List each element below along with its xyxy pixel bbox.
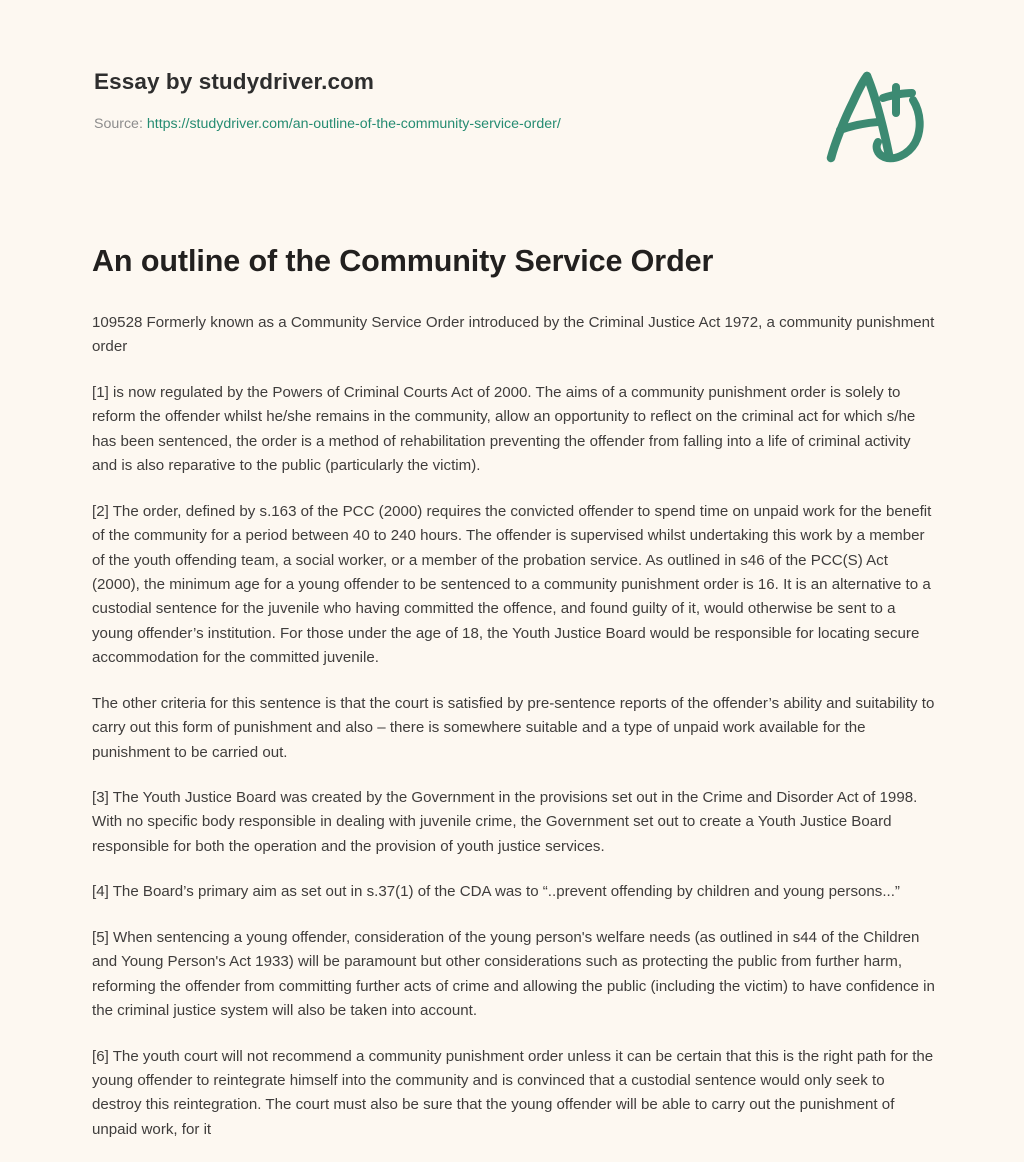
page-title: An outline of the Community Service Order [92,244,714,278]
paragraph: [2] The order, defined by s.163 of the PCC (2000) requires the convicted offender to spend time on unpaid work for the benefit of the community for a period between 40 to 240 hours. The offender is supervised whilst undertaking this work by a member of the youth offending team, a social worker, or a member of the probation service. As outlined in s46 of the PCC(S) Act (2000), the minimum age for a young offender to be sentenced to a community punishment order is 16. It is an alternative to a custodial sentence for the juvenile who having committed the offence, and found guilty of it, would otherwise be sent to a young offender’s institution. For those under the age of 18, the Youth Justice Board would be responsible for locating secure accommodation for the committed juvenile. [92,502,932,667]
source-label: Source: [94,116,143,133]
paragraph: [3] The Youth Justice Board was created by the Government in the provisions set out in the Crime and Disorder Act of 1998. With no specific body responsible in dealing with juvenile crime, the Government set out to create a Youth Justice Board responsible for both the operation and the provision of youth justice services. [92,789,918,855]
studydriver-a-plus-logo-icon [820,66,932,166]
header-text-block [94,68,794,134]
byline: Essay by studydriver.com [94,69,375,94]
page-header [0,0,1024,200]
source-url-link[interactable]: https://studydriver.com/an-outline-of-the-community-service-order/ [146,116,561,133]
paragraph: [4] The Board’s primary aim as set out in s.37(1) of the CDA was to “..prevent offending by children and young persons...” [92,883,900,901]
source-line [94,96,794,133]
paragraph: The other criteria for this sentence is that the court is satisfied by pre-sentence reports of the offender’s ability and suitability to carry out this form of punishment and also – there is somewhere suitable and a type of unpaid work available for the punishment to be carried out. [92,694,935,761]
paragraph: [1] is now regulated by the Powers of Criminal Courts Act of 2000. The aims of a community punishment order is solely to reform the offender whilst he/she remains in the community, allow an opportunity to reflect on the criminal act for which s/he has been sentenced, the order is a method of rehabilitation preventing the offender from falling into a life of criminal activity and is also reparative to the public (particularly the victim). [92,383,916,475]
paragraph: [6] The youth court will not recommend a community punishment order unless it can be certain that this is the right path for the young offender to reintegrate himself into the community and is convinced that a custodial sentence would only seek to destroy this reintegration. The court must also be sure that the young offender will be able to carry out the punishment of unpaid work, for it [92,1047,934,1138]
paragraph: [5] When sentencing a young offender, consideration of the young person's welfare needs (as outlined in s44 of the Children and Young Person's Act 1933) will be paramount but other considerations such as protecting the public from further harm, reforming the offender from committing further acts of crime and allowing the public (including the victim) to have confidence in the criminal justice system will also be taken into account. [92,928,935,1020]
essay-body [92,311,938,1142]
paragraph: 109528 Formerly known as a Community Service Order introduced by the Criminal Justice Act 1972, a community punishment order [92,314,935,356]
